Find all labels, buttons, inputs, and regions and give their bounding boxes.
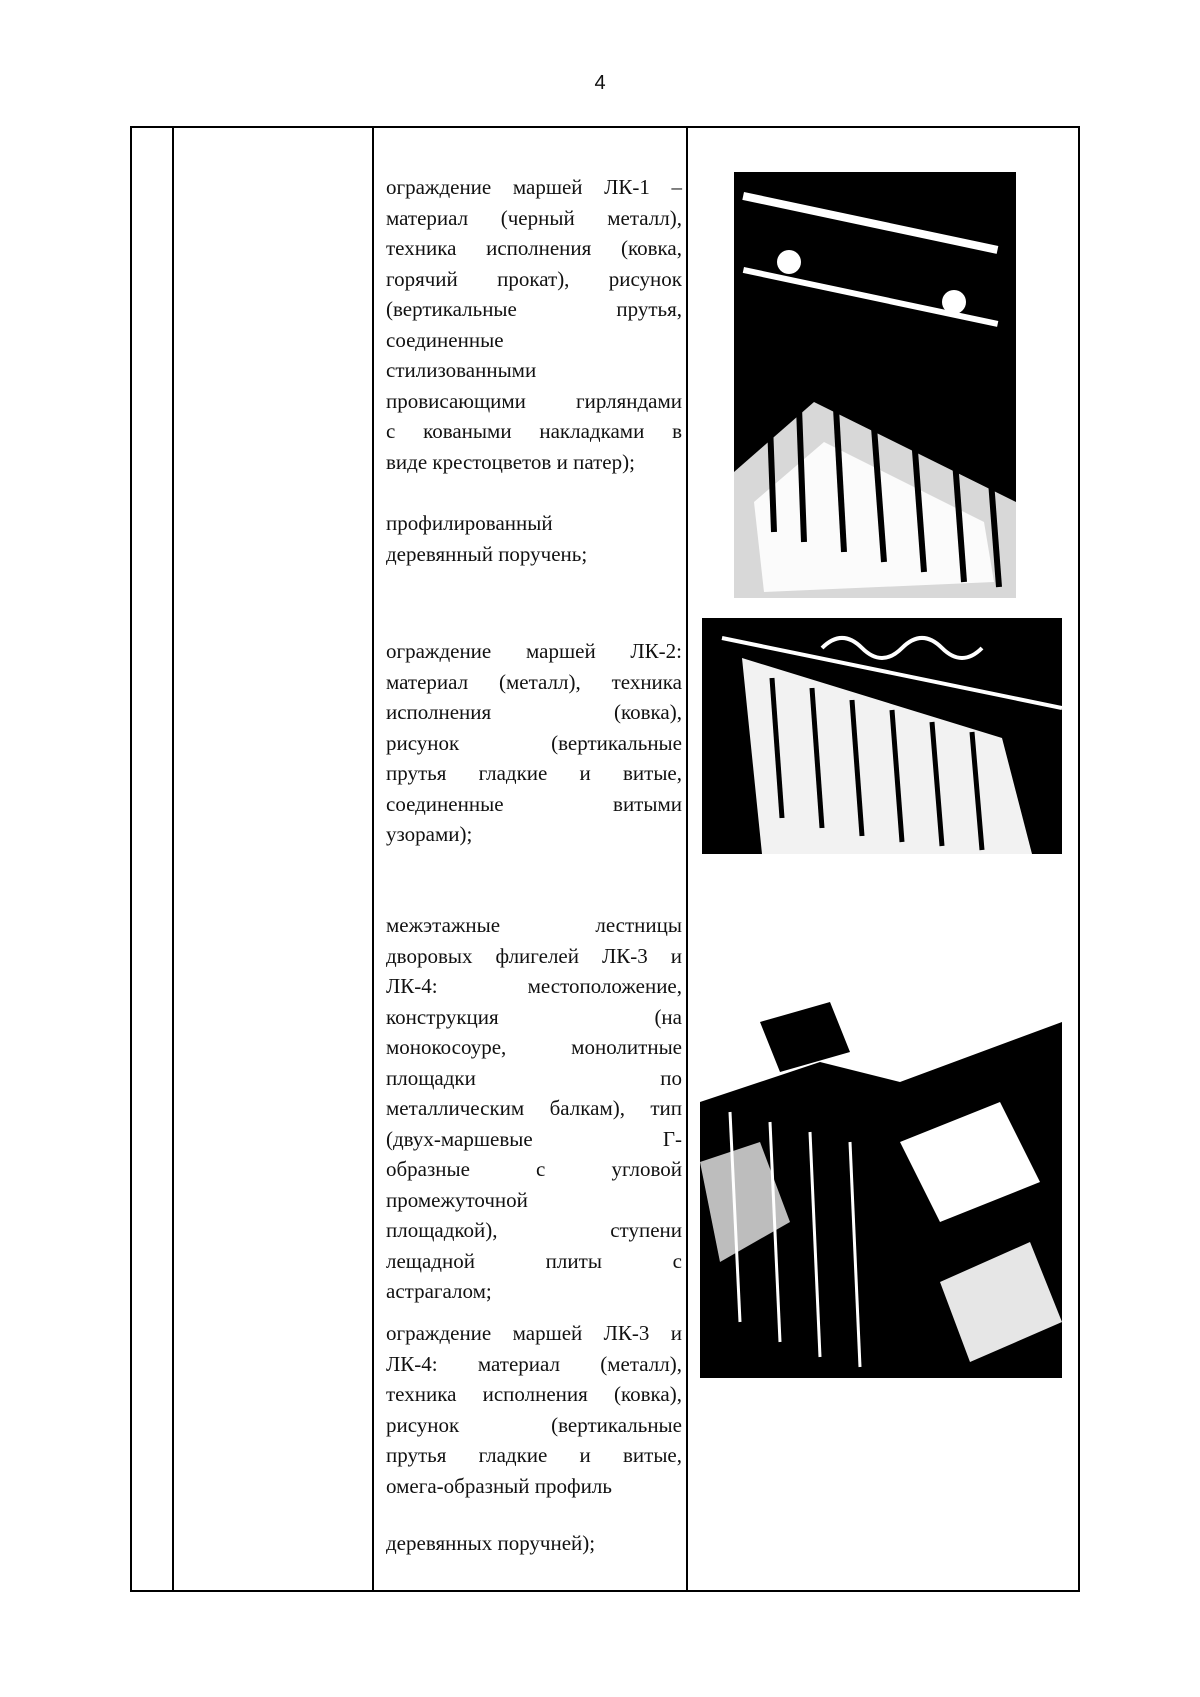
text-line: прутья гладкие и витые, — [386, 1443, 682, 1467]
text-line: с коваными накладками в — [386, 419, 682, 443]
text-line: металлическим балкам), тип — [386, 1096, 682, 1120]
text-line: виде крестоцветов и патер); — [386, 449, 635, 474]
text-line: ограждение маршей ЛК-2: — [386, 639, 682, 663]
text-line: дворовых флигелей ЛК-3 и — [386, 943, 682, 968]
text-line: исполнения (ковка), — [386, 700, 682, 724]
text-line: соединенные витыми — [386, 791, 682, 816]
text-line: стилизованными — [386, 358, 537, 382]
lk2-railing-description — [386, 636, 682, 850]
text-line: узорами); — [386, 822, 473, 846]
railing-illustration — [702, 618, 1062, 854]
text-line: ЛК-4: местоположение, — [386, 974, 682, 998]
text-line: астрагалом; — [386, 1279, 492, 1303]
lk34-handrail-description — [386, 1528, 682, 1559]
text-line: ограждение маршей ЛК-3 и — [386, 1321, 682, 1345]
lk2-railing-photo — [702, 618, 1062, 854]
text-line: материал (черный металл), — [386, 205, 682, 230]
text-line: техника исполнения (ковка), — [386, 1382, 682, 1406]
text-line: рисунок (вертикальные — [386, 730, 682, 755]
text-line: деревянный поручень; — [386, 541, 588, 566]
text-line: образные с угловой — [386, 1157, 682, 1181]
text-line: ЛК-4: материал (металл), — [386, 1351, 682, 1376]
text-line: (двух-маршевые Г- — [386, 1126, 682, 1151]
text-line: профилированный — [386, 511, 553, 535]
text-line: конструкция (на — [386, 1004, 682, 1029]
text-line: рисунок (вертикальные — [386, 1412, 682, 1437]
lk1-handrail-description — [386, 508, 682, 569]
text-line: площадки по — [386, 1065, 682, 1090]
text-line: соединенные — [386, 327, 504, 352]
text-line: омега-образный профиль — [386, 1473, 612, 1498]
text-line: прутья гладкие и витые, — [386, 761, 682, 785]
text-line: площадкой), ступени — [386, 1218, 682, 1242]
text-line: техника исполнения (ковка, — [386, 236, 682, 260]
text-line: монокосоуре, монолитные — [386, 1035, 682, 1059]
text-line: провисающими гирляндами — [386, 388, 682, 413]
lk1-railing-photo — [734, 172, 1016, 598]
text-line: материал (металл), техника — [386, 669, 682, 694]
lk1-railing-description — [386, 172, 682, 477]
railing-illustration — [734, 172, 1016, 598]
column-divider-3 — [686, 128, 688, 1590]
text-line: деревянных поручней); — [386, 1531, 596, 1555]
stairs-illustration — [700, 962, 1062, 1378]
column-divider-1 — [172, 128, 174, 1590]
text-line: ограждение маршей ЛК-1 – — [386, 175, 682, 199]
text-line: горячий прокат), рисунок — [386, 266, 682, 291]
lk34-stairs-description — [386, 910, 682, 1307]
text-line: (вертикальные прутья, — [386, 297, 682, 321]
lk34-railing-description — [386, 1318, 682, 1501]
text-line: межэтажные лестницы — [386, 913, 682, 937]
page-number: 4 — [594, 72, 606, 94]
column-divider-2 — [372, 128, 374, 1590]
text-line: промежуточной — [386, 1187, 528, 1212]
lk34-stairs-photo — [700, 962, 1062, 1378]
text-line: лещадной плиты с — [386, 1248, 682, 1273]
